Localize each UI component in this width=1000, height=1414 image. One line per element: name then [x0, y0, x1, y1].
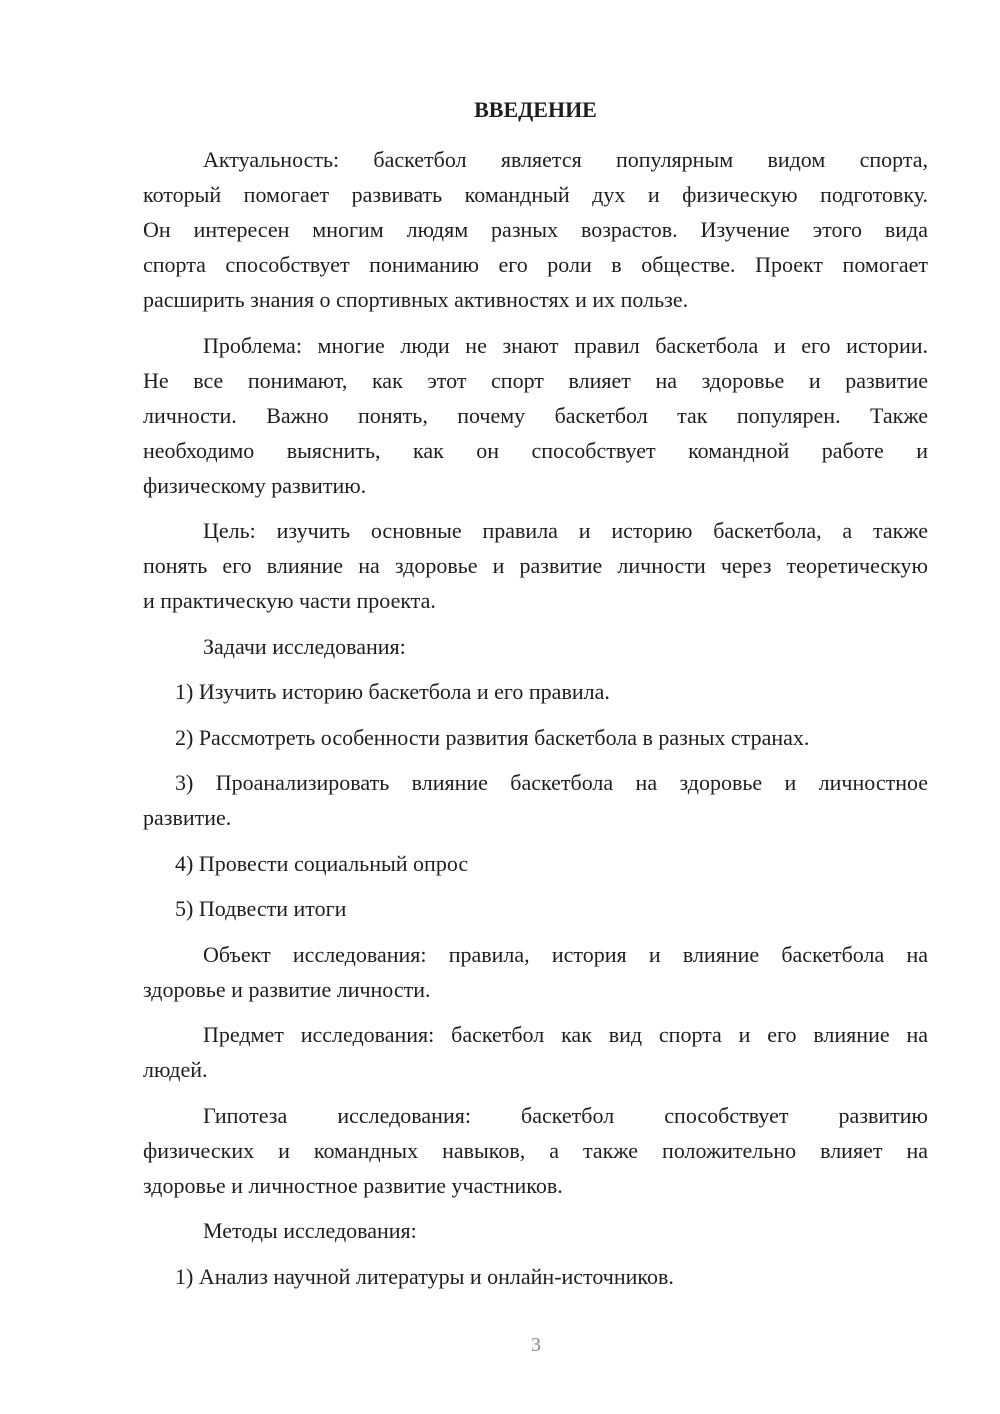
document-body — [143, 142, 928, 1294]
text-line: 2) Рассмотреть особенности развития баскетбола в разных странах. — [175, 724, 810, 750]
text-line: Не все понимают, как этот спорт влияет на здоровье и развитие — [143, 367, 928, 393]
section-title: ВВЕДЕНИЕ — [474, 97, 597, 122]
text-line: Предмет исследования: баскетбол как вид спорта и его влияние на — [203, 1022, 928, 1047]
paragraph — [143, 937, 928, 1007]
text-line: здоровье и личностное развитие участников. — [143, 1172, 563, 1198]
text-line: 1) Анализ научной литературы и онлайн-источников. — [175, 1263, 674, 1289]
list-item — [143, 1259, 928, 1294]
text-line: развитие. — [143, 805, 232, 830]
list-item — [143, 674, 928, 709]
text-line: физических и командных навыков, а также положительно влияет на — [143, 1137, 928, 1163]
page-number: 3 — [531, 1334, 541, 1356]
text-line: 4) Провести социальный опрос — [175, 850, 469, 876]
text-line: Гипотеза исследования: баскетбол способствует развитию — [203, 1102, 928, 1128]
paragraph — [143, 629, 928, 664]
list-item — [143, 765, 928, 835]
text-line: здоровье и развитие личности. — [143, 976, 431, 1002]
text-line: Методы исследования: — [203, 1218, 417, 1243]
list-item — [143, 891, 928, 926]
paragraph — [143, 328, 928, 503]
text-line: понять его влияние на здоровье и развитие личности через теоретическую — [143, 553, 928, 578]
paragraph — [143, 1098, 928, 1203]
text-line: 3) Проанализировать влияние баскетбола на здоровье и личностное — [175, 770, 928, 795]
text-line: и практическую части проекта. — [143, 588, 436, 613]
paragraph — [143, 142, 928, 317]
paragraph — [143, 1017, 928, 1087]
text-line: Он интересен многим людям разных возрастов. Изучение этого вида — [143, 217, 928, 242]
document-page — [143, 92, 928, 1304]
text-line: спорта способствует пониманию его роли в обществе. Проект помогает — [143, 252, 928, 277]
text-line: который помогает развивать командный дух и физическую подготовку. — [143, 182, 928, 207]
text-line: личности. Важно понять, почему баскетбол так популярен. Также — [143, 402, 928, 428]
text-line: Объект исследования: правила, история и влияние баскетбола на — [203, 941, 928, 967]
text-line: физическому развитию. — [143, 472, 367, 498]
text-line: людей. — [143, 1057, 208, 1082]
text-line: Цель: изучить основные правила и историю баскетбола, а также — [203, 518, 928, 543]
paragraph — [143, 1213, 928, 1248]
list-item — [143, 846, 928, 881]
list-item — [143, 720, 928, 755]
paragraph — [143, 513, 928, 618]
text-line: Задачи исследования: — [203, 633, 406, 659]
text-line: Актуальность: баскетбол является популярным видом спорта, — [203, 147, 928, 172]
text-line: Проблема: многие люди не знают правил баскетбола и его истории. — [203, 332, 928, 358]
text-line: необходимо выяснить, как он способствует командной работе и — [143, 437, 928, 463]
text-line: 1) Изучить историю баскетбола и его правила. — [175, 679, 610, 704]
text-line: 5) Подвести итоги — [175, 896, 347, 921]
text-line: расширить знания о спортивных активностях и их пользе. — [143, 287, 689, 312]
